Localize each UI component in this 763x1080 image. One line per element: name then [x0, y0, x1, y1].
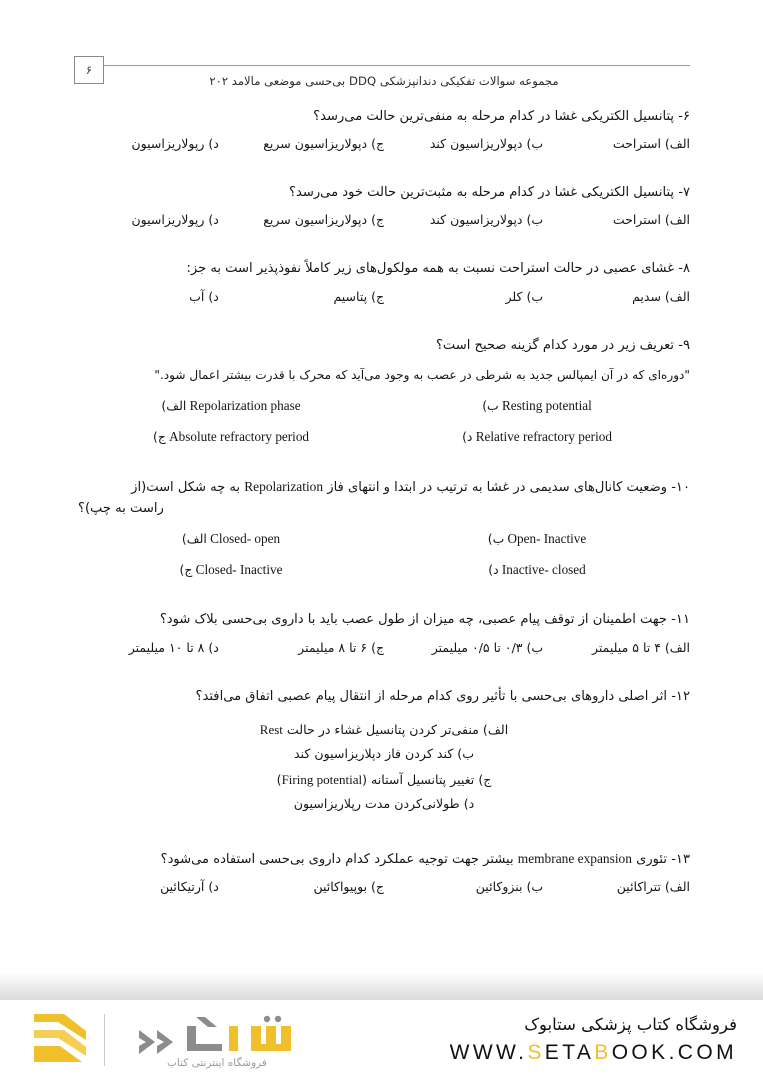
url-part: OOK.COM	[611, 1041, 737, 1064]
option-be[interactable]	[384, 531, 690, 547]
spacer	[78, 455, 690, 476]
option-text: Absolute refractory period	[169, 428, 310, 444]
question-block-11	[78, 609, 690, 654]
option-dal[interactable]: د) رپولاریزاسیون	[131, 212, 219, 228]
stem-part-pre: ۱۳- تئوری	[631, 851, 690, 867]
option-text: Open- Inactive	[507, 531, 587, 547]
url-part: S	[527, 1041, 545, 1064]
option-alef[interactable]: الف) ۴ تا ۵ میلیمتر	[592, 639, 690, 655]
option-label: ج)	[152, 428, 166, 444]
question-block-9	[78, 335, 690, 445]
option-text-pre: ج) تغییر پتانسیل آستانه (	[362, 771, 492, 787]
option-jim[interactable]: ج) دپولاریزاسیون سریع	[263, 212, 385, 228]
option-alef[interactable]: الف) سدیم	[632, 288, 690, 304]
option-text: Repolarization phase	[189, 397, 301, 413]
question-stem	[78, 476, 690, 519]
question-block-13	[78, 848, 690, 894]
logo-divider	[104, 1014, 105, 1066]
brand-url[interactable]	[450, 1041, 737, 1065]
option-label: الف)	[181, 531, 207, 547]
option-text: Inactive- closed	[501, 562, 586, 578]
page-header	[78, 58, 690, 104]
header-divider	[78, 65, 690, 66]
question-stem: ۱۱- جهت اطمینان از توقف پیام عصبی، چه میزان از طول عصب باید با داروی بی‌حسی بلاک شود؟	[159, 612, 690, 628]
option-text: Resting potential	[502, 397, 592, 413]
stem-part-pre: ۱۰- وضعیت کانال‌های سدیمی در غشا به ترتیب در ابتدا و انتهای فاز	[323, 479, 690, 495]
option-label: ب)	[482, 397, 499, 413]
options-row	[78, 640, 690, 655]
option-text-post: )	[276, 771, 282, 787]
options-row	[78, 879, 690, 894]
stem-line-2: راست به چپ)؟	[78, 501, 164, 517]
options-grid	[78, 531, 690, 578]
spacer	[78, 588, 690, 609]
option-alef[interactable]: الف) استراحت	[612, 136, 690, 152]
spacer	[78, 827, 690, 848]
stem-latin-term: Repolarization	[244, 478, 324, 494]
option-text-pre: د) طولانی‌کردن مدت رپلاریزاسیون	[293, 796, 475, 812]
option-be[interactable]: ب) دپولاریزاسیون کند	[429, 212, 544, 228]
questions-container	[78, 106, 690, 904]
option-be[interactable]: ب) دپولاریزاسیون کند	[429, 136, 544, 152]
stem-part-post: بیشتر جهت توجیه عملکرد کدام داروی بی‌حسی استفاده می‌شود؟	[160, 851, 518, 867]
brand-logo-block[interactable]	[30, 1010, 317, 1070]
header-title: مجموعه سوالات تفکیکی دندانپزشکی DDQ بی‌حسی موضعی مالامد ۲۰۲	[209, 74, 559, 88]
option-dal[interactable]	[78, 792, 690, 817]
option-be[interactable]: ب) ۰/۳ تا ۰/۵ میلیمتر	[431, 639, 544, 655]
option-dal[interactable]	[384, 562, 690, 578]
question-stem	[78, 848, 690, 870]
option-label: ب)	[487, 531, 505, 547]
option-alef[interactable]: الف) استراحت	[612, 212, 690, 228]
option-latin-term: Rest	[259, 721, 283, 737]
option-text-pre: ب) کند کردن فاز دپلاریزاسیون کند	[293, 746, 475, 762]
option-be[interactable]	[384, 398, 690, 414]
page-number: ۶	[85, 63, 93, 77]
question-block-8	[78, 258, 690, 303]
question-block-7	[78, 182, 690, 227]
options-row	[78, 212, 690, 227]
url-part: ETA	[544, 1041, 595, 1064]
spacer	[78, 314, 690, 335]
stem-latin-term: membrane expansion	[517, 850, 632, 866]
option-dal[interactable]	[384, 429, 690, 445]
option-alef[interactable]	[78, 717, 690, 743]
option-alef[interactable]: الف) تتراکائین	[616, 879, 690, 895]
option-label: ج)	[179, 562, 193, 578]
option-text: Relative refractory period	[475, 428, 612, 444]
option-jim[interactable]	[78, 429, 384, 445]
options-stack	[78, 717, 690, 817]
question-stem: ۷- پتانسیل الکتریکی غشا در کدام مرحله به مثبت‌ترین حالت خود می‌رسد؟	[289, 185, 690, 201]
option-text: Closed- open	[210, 531, 281, 547]
option-be[interactable]: ب) بنزوکائین	[475, 879, 544, 895]
question-quote: "دوره‌ای که در آن ایمپالس جدید به شرطی در عصب به وجود می‌آید که محرک با قدرت بیشتر اعمال شود."	[154, 367, 690, 382]
option-dal[interactable]: د) آب	[189, 288, 219, 304]
question-stem: ۶- پتانسیل الکتریکی غشا در کدام مرحله به منفی‌ترین حالت می‌رسد؟	[313, 109, 690, 124]
option-jim[interactable]: ج) دپولاریزاسیون سریع	[263, 136, 385, 152]
option-dal[interactable]: د) رپولاریزاسیون	[131, 136, 219, 152]
option-jim[interactable]	[78, 562, 384, 578]
question-stem: ۹- تعریف زیر در مورد کدام گزینه صحیح است؟	[435, 337, 690, 353]
option-dal[interactable]: د) ۸ تا ۱۰ میلیمتر	[128, 639, 219, 655]
options-row	[78, 289, 690, 304]
options-grid	[78, 398, 690, 445]
option-label: د)	[462, 428, 473, 444]
options-row	[78, 136, 690, 151]
option-jim[interactable]: ج) ۶ تا ۸ میلیمتر	[298, 639, 385, 655]
spacer	[78, 237, 690, 258]
option-jim[interactable]: ج) پتاسیم	[333, 288, 385, 304]
logo-subtitle: فروشگاه اینترنتی کتاب	[167, 1056, 267, 1069]
option-alef[interactable]	[78, 531, 384, 547]
footer-gradient-band	[0, 972, 763, 1000]
question-block-10	[78, 476, 690, 578]
url-part: B	[594, 1041, 612, 1064]
question-block-12	[78, 686, 690, 817]
brand-tagline: فروشگاه کتاب پزشکی ستابوک	[524, 1015, 737, 1034]
logo-wordmark	[117, 1012, 317, 1069]
page-footer	[0, 1000, 763, 1080]
option-jim[interactable]: ج) بوپیواکائین	[313, 879, 385, 895]
spacer	[78, 665, 690, 686]
url-part: WWW.	[449, 1041, 528, 1064]
spacer	[78, 161, 690, 182]
brand-text-block	[450, 1015, 737, 1065]
option-latin-term: Firing potential	[281, 771, 363, 787]
option-be[interactable]: ب) کلر	[505, 288, 544, 304]
stem-part-post: به چه شکل است(از	[131, 479, 245, 495]
option-label: د)	[488, 562, 499, 578]
question-stem: ۸- غشای عصبی در حالت استراحت نسبت به همه مولکول‌های زیر کاملاً نفوذپذیر است به جز:	[186, 261, 690, 277]
option-text-pre: الف) منفی‌تر کردن پتانسیل غشاء در حالت	[282, 721, 509, 737]
option-text: Closed- Inactive	[195, 562, 283, 578]
double-chevron-icon	[30, 1010, 92, 1070]
option-dal[interactable]: د) آرتیکائین	[160, 879, 219, 895]
question-stem: ۱۲- اثر اصلی داروهای بی‌حسی با تأثیر روی کدام مرحله از انتقال پیام عصبی اتفاق می‌افتد؟	[195, 688, 690, 704]
option-be[interactable]	[78, 742, 690, 767]
option-jim[interactable]	[78, 767, 690, 793]
setabook-wordmark-icon	[117, 1012, 317, 1056]
question-block-6	[78, 106, 690, 151]
option-label: الف)	[161, 397, 187, 413]
option-alef[interactable]	[78, 398, 384, 414]
